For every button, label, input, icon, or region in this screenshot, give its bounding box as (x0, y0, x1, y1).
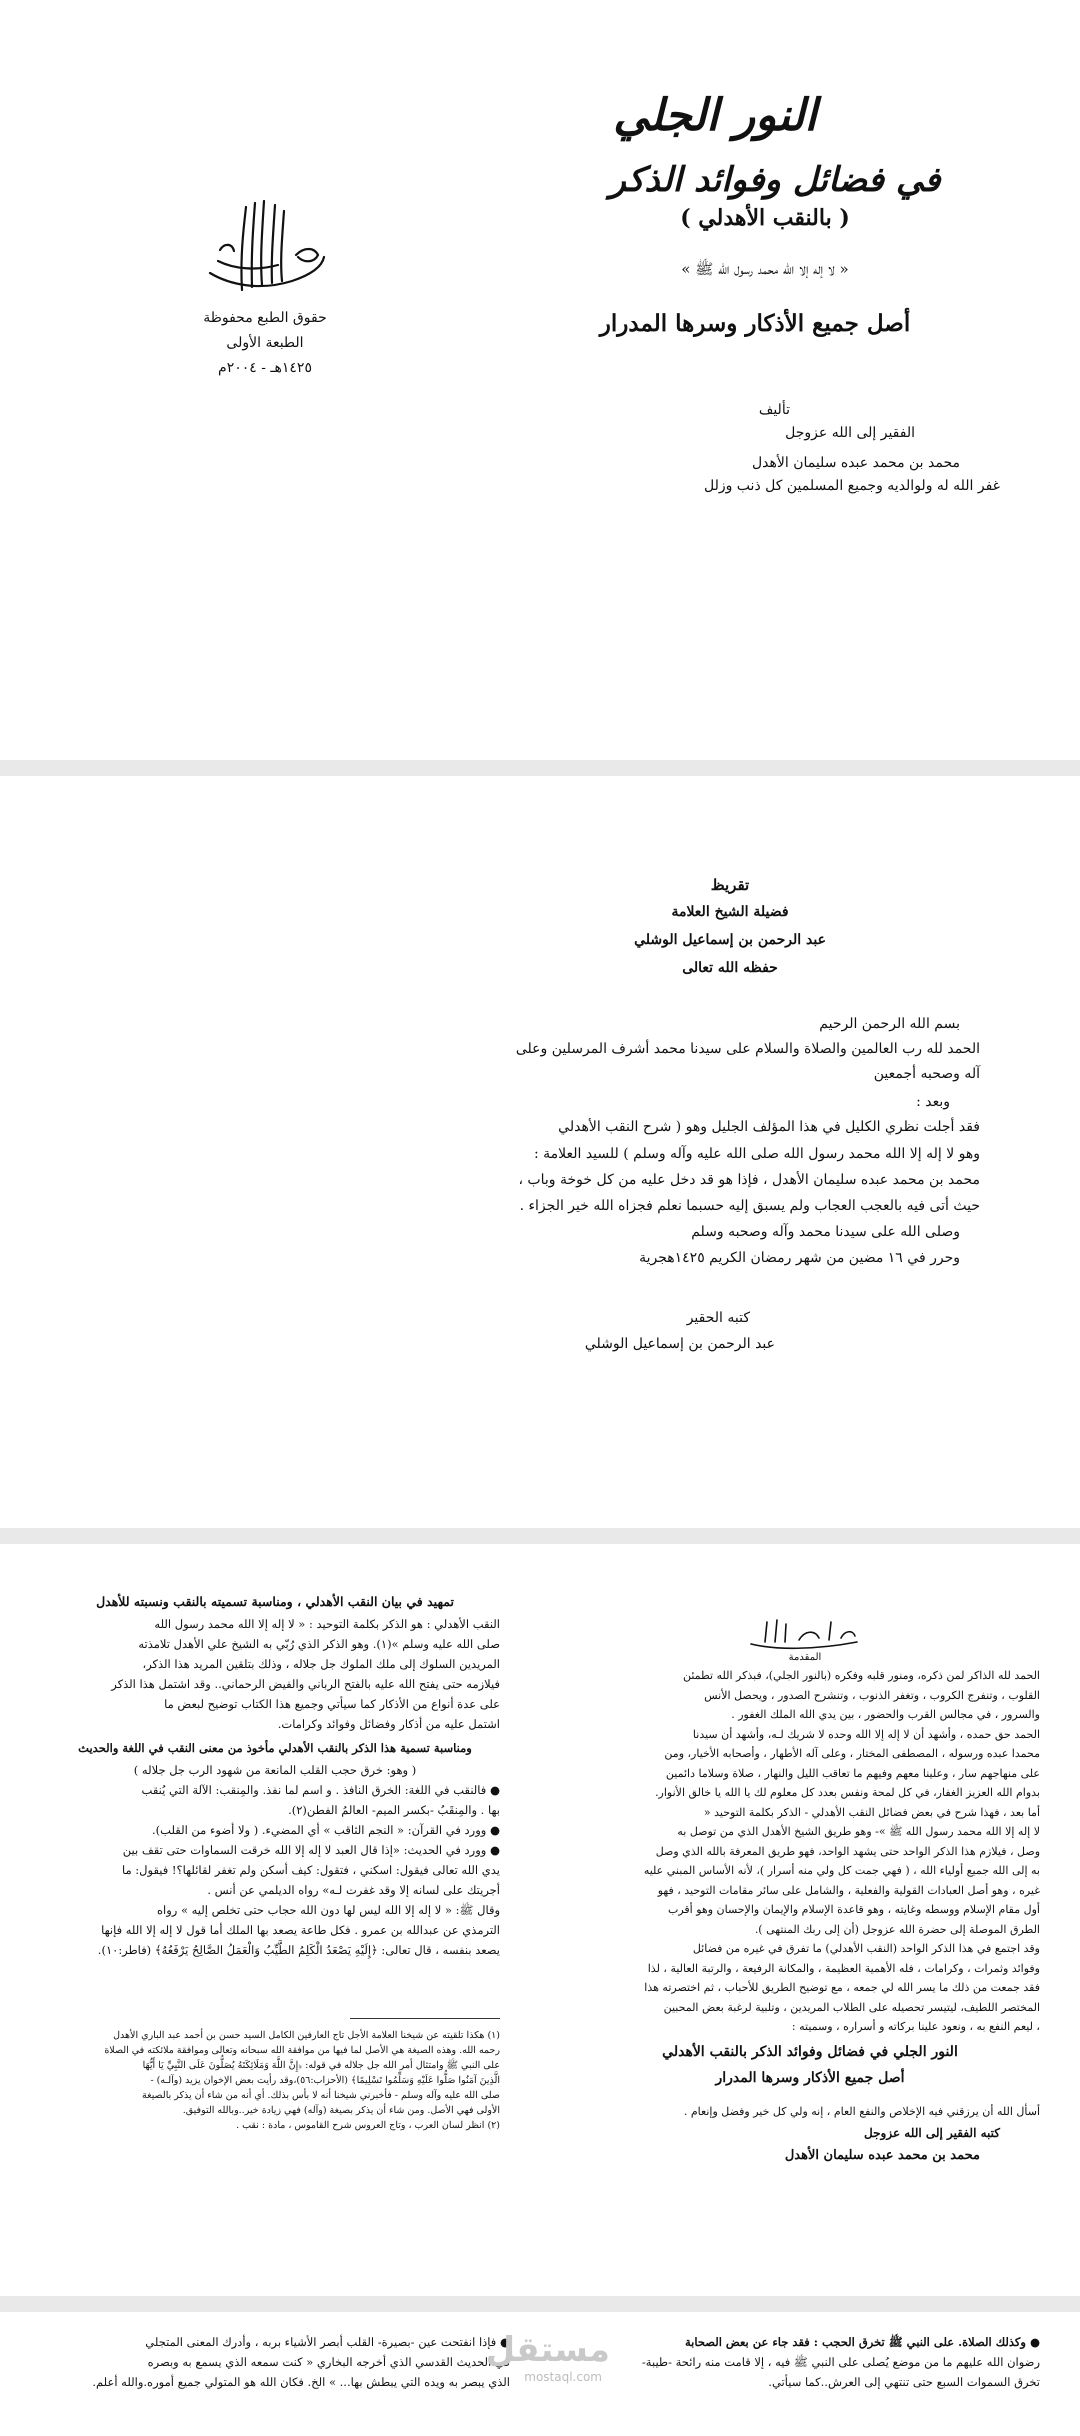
introduction-spread (0, 1544, 1080, 2296)
introduction-line: به إلى الله جميع أولياء الله ، ( فهي جمت كل ولي منه أسرار )، لأنه الأساس المبني عليه (643, 1864, 1040, 1877)
preface-line: على عدة أنواع من الأذكار كما سيأتي وجميع هذا الكتاب توضيح لبعض ما (164, 1697, 500, 1711)
footnote-line: صلى الله عليه وآله وسلم - فأخبرني شيخنا أنه لا بأس بذلك. أي أنه من شاء أن يذكر بالصيغة (142, 2090, 500, 2101)
preface-line: صلى الله عليه وسلم »(١). وهو الذكر الذي رُبّي به الشيخ علي الأهدل تلامذته (138, 1637, 500, 1651)
endorser-name: عبد الرحمن بن إسماعيل الوشلي (634, 932, 826, 948)
introduction-line: المختصر اللطيف، ليتيسر تحصيله على الطلاب المريدين ، وتلبية لرغبة بعض المحبين (663, 2000, 1040, 2014)
footnote-separator (350, 2018, 500, 2019)
introduction-line: ، ليعم النفع به ، ونعود علينا بركاته و أسراره ، وسميته : (791, 2020, 1040, 2033)
preface-body (50, 1614, 500, 1734)
year-text: ١٤٢٥هـ - ٢٠٠٤م (218, 360, 312, 376)
introduction-line: فقد جمعت من ذلك ما يسر الله لي جمعه ، مع توضيح الطريق للأحباب ، ثم اختصرته هذا (644, 1981, 1040, 1994)
endorsement-line: وبعد : (916, 1094, 950, 1110)
endorser-blessing: حفظه الله تعالى (682, 960, 778, 976)
right-line: ● وكذلك الصلاة. على النبي ﷺ تخرق الحجب : فقد جاء عن بعض الصحابة (684, 2335, 1040, 2349)
author-line-1: الفقير إلى الله عزوجل (785, 425, 915, 441)
watermark-logo: مستقل (485, 2330, 610, 2370)
basmala-calligraphy-svg (200, 195, 330, 300)
naming-line: يدي الله تعالى فيقول: اسكني ، فتقول: كيف أسكن ولم تغفر لقائلها؟! فيقول: ما (121, 1863, 500, 1877)
right-line: رضوان الله عليهم ما من موضع يُصلى على النبي ﷺ فيه ، إلا قامت منه رائحة -طيبة- (641, 2355, 1040, 2369)
author-signature-name: محمد بن محمد عبده سليمان الأهدل (784, 2148, 980, 2163)
footnote-line: رحمه الله. وهذه الصيغة هي الأصل لما فيها من موافقة الله سبحانه وتعالى وموافقة ملائكته في الصلاة (104, 2045, 500, 2056)
book-title-repeat: النور الجلي في فضائل وفوائد الذكر بالنقب الأهدلي (662, 2044, 958, 2060)
introduction-line: غيره ، وهو أصل العبادات القولية والفعلية ، والشامل على سائر مقامات التوحيد ، فهو (657, 1883, 1040, 1897)
endorsement-line: وهو لا إله إلا الله محمد رسول الله صلى الله عليه وآله وسلم ) للسيد العلامة : (533, 1146, 980, 1162)
left-line: في الحديث القدسي الذي أخرجه البخاري « كنت سمعه الذي يسمع به وبصره (147, 2355, 510, 2369)
naming-body (50, 1760, 500, 1960)
endorsement-line: محمد بن محمد عبده سليمان الأهدل ، فإذا هو قد دخل عليه من كل خوخة وباب ، (518, 1172, 980, 1188)
author-line-3: غفر الله له ولوالديه وجميع المسلمين كل ذنب وزلل (703, 478, 1000, 494)
introduction-line: القلوب ، وتنفرج الكروب ، وتغفر الذنوب ، وتنشرح الصدور ، ويحصل الأنس (704, 1688, 1040, 1702)
author-line-2: محمد بن محمد عبده سليمان الأهدل (751, 455, 960, 471)
introduction-label: المقدمة (788, 1652, 822, 1663)
naming-line: يصعد بنفسه ، قال تعالى: ﴿إِلَيْهِ يَصْعَدُ الْكَلِمُ الطَّيِّبُ وَالْعَمَلُ الصَّالِحُ يَرْفَعُهُ﴾ (فاطر:١٠). (97, 1943, 500, 1957)
title-page (0, 0, 1080, 760)
naming-line: ● فالنقب في اللغة: الخرق النافذ . و اسم لما نفذ. والمِنقب: الآلة التي يُنقب (141, 1783, 500, 1797)
introduction-body (580, 1666, 1040, 2037)
footnote-line: (١) هكذا تلقيته عن شيخنا العلامة الأجل تاج العارفين الكامل السيد حسن بن أحمد عبد الباري الأهدل (113, 2030, 500, 2041)
book-origin-repeat: أصل جميع الأذكار وسرها المدرار (715, 2070, 905, 2086)
preface-line: فيلازمه حتى يفتح الله عليه بالفتح الرباني والفيض الرحماني.. وقد اشتمل هذا الذكر (111, 1677, 500, 1691)
introduction-line: على منهاجهم سار ، وعلينا معهم وفيهم ما تعاقب الليل والنهار ، صلاة وسلاما دائمين (665, 1766, 1040, 1780)
footnote-line: الأولى فهي الأصل. ومن شاء أن يذكر بصيغة (وآله) فهي زيادة خير..وبالله التوفيق. (182, 2105, 500, 2116)
basmala-ornament (745, 1616, 865, 1652)
book-subtitle: في فضائل وفوائد الذكر (609, 160, 941, 200)
author-label: تأليف (758, 402, 790, 418)
preface-line: المريدين السلوك إلى ملك الملوك جل جلاله ، وذلك بتلقين المريد هذا الذكر، (142, 1657, 500, 1671)
endorsement-line: بسم الله الرحمن الرحيم (819, 1016, 960, 1032)
basmala-ornament-svg (745, 1616, 865, 1652)
naming-line: ● وورد في القرآن: « النجم الثاقب » أي المضيء. ( ولا أضوء من القلب). (152, 1823, 500, 1837)
introduction-line: الطرق الموصلة إلى حضرة الله عزوجل (أن إلى ربك المنتهى ). (754, 1922, 1040, 1936)
naming-heading: ومناسبة تسمية هذا الذكر بالنقب الأهدلي مأخوذ من معنى النقب في اللغة والحديث (78, 1741, 472, 1755)
endorsement-line: وحرر في ١٦ مضين من شهر رمضان الكريم ١٤٢٥هجرية (639, 1250, 960, 1266)
endorsement-line: وصلى الله على سيدنا محمد وآله وصحبه وسلم (691, 1224, 960, 1240)
introduction-line: الحمد لله الذاكر لمن ذكره، ومنور قلبه وفكره (بالنور الجلي)، فبذكر الله تطمئن (682, 1669, 1040, 1682)
watermark-url: mostaql.com (524, 2370, 602, 2384)
signature-name: عبد الرحمن بن إسماعيل الوشلي (584, 1336, 775, 1352)
right-column-text (560, 2332, 1040, 2392)
rights-text: حقوق الطبع محفوظة (203, 310, 327, 326)
preface-line: النقب الأهدلي : هو الذكر بكلمة التوحيد : « لا إله إلا الله محمد رسول الله (154, 1617, 500, 1631)
endorsement-heading: تقريظ (710, 876, 750, 894)
signature-label: كتبه الحقير (686, 1310, 750, 1326)
introduction-line: أما بعد ، فهذا شرح في بعض فضائل النقب الأهدلي - الذكر بكلمة التوحيد « (703, 1805, 1040, 1819)
right-line: تخرق السموات السبع حتى تنتهي إلى العرش..كما سيأتي. (768, 2375, 1040, 2389)
introduction-line: وقد اجتمع في هذا الذكر الواحد (النقب الأهدلي) ما تفرق في غيره من فضائل (692, 1942, 1040, 1955)
basmala-calligraphy (200, 195, 330, 300)
footnotes (50, 2028, 500, 2133)
introduction-line: أول مقام الإسلام ووسطه وغايته ، وهو قاعدة الإسلام والإيمان والإحسان وهو أقرب (667, 1903, 1040, 1916)
endorsement-line: آله وصحبه أجمعين (873, 1066, 980, 1082)
endorsement-line: فقد أجلت نظري الكليل في هذا المؤلف الجليل وهو ( شرح النقب الأهدلي (558, 1119, 980, 1135)
left-line: الذي يبصر به ويده التي يبطش بها... » الخ. فكان الله هو المتولي جميع أموره.والله أعلم. (92, 2375, 510, 2389)
naming-line: أجريتك على لسانه إلا وقد غفرت لـه» رواه الديلمي عن أنس . (207, 1883, 500, 1897)
introduction-line: وصل ، فيلازم هذا الذكر الواحد حتى يشهد الواحد، فهو طريق المعرفة بالله الذي وصل (655, 1844, 1040, 1858)
author-signature-label: كتبه الفقير إلى الله عزوجل (864, 2126, 1000, 2140)
introduction-line: محمدا عبده ورسوله ، المصطفى المختار ، وعلى آله الأطهار ، وأصحابه الأخيار، ومن (664, 1747, 1040, 1760)
introduction-line: بدوام الله العزيز الغفار، في كل لمحة ونفس بعدد كل معلوم لك يا الله يا خالق الأنوار. (655, 1786, 1040, 1799)
naming-line: ( وهو: خرق حجب القلب المانعة من شهود الرب جل جلاله ) (133, 1763, 417, 1777)
footnote-line: (٢) انظر لسان العرب ، وتاج العروس شرح القاموس ، مادة : نقب . (236, 2120, 500, 2131)
endorsement-page (0, 776, 1080, 1528)
shahada-line: « لا إله إلا الله محمد رسول الله ﷺ » (681, 260, 849, 278)
endorsement-line: حيث أتى فيه بالعجب العجاب ولم يسبق إليه حسبما نعلم فجزاه الله خير الجزاء . (519, 1198, 980, 1214)
introduction-line: الحمد حق حمده ، وأشهد أن لا إله إلا الله وحده لا شريك لـه، وأشهد أن سيدنا (692, 1727, 1040, 1741)
left-column-text (40, 2332, 510, 2392)
naming-line: وقال ﷺ: « لا إله إلا الله ليس لها دون الله حجاب حتى تخلص إليه » رواه (156, 1903, 500, 1917)
naming-line: ● وورد في الحديث: «إذا قال العبد لا إله إلا الله خرقت السماوات حتى تقف بين (122, 1843, 500, 1857)
book-title: النور الجلي (613, 90, 817, 141)
book-origin-line: أصل جميع الأذكار وسرها المدرار (599, 310, 911, 337)
endorsement-line: الحمد لله رب العالمين والصلاة والسلام على سيدنا محمد أشرف المرسلين وعلى (515, 1041, 980, 1057)
naming-line: الترمذي عن عبدالله بن عمرو . فكل طاعة يصعد بها الملك أما قول لا إله إلا الله فإنها (101, 1923, 500, 1937)
introduction-line: وفوائد وثمرات ، وكرامات ، فله الأهمية العظيمة ، والمكانة الرفيعة ، والرتبة العالية ، لذا (647, 1961, 1040, 1975)
footnote-line: الَّذِينَ آمَنُوا صَلُّوا عَلَيْهِ وَسَلِّمُوا تَسْلِيمًا﴾ (الأحزاب:٥٦)،وقد رأيت بعض الإخوان يزيد (وآلـه) - (150, 2075, 500, 2086)
preface-heading: تمهيد في بيان النقب الأهدلي ، ومناسبة تسميته بالنقب ونسبته للأهدل (96, 1594, 454, 1609)
edition-text: الطبعة الأولى (226, 335, 304, 351)
naming-line: بها . والمِنقَبُ -بكسر الميم- العالمُ الفطن(٢). (288, 1803, 500, 1817)
introduction-line: والسرور ، في مجالس القرب والحضور ، بين يدي الله الملك الغفور . (731, 1708, 1040, 1721)
endorsement-title: فضيلة الشيخ العلامة (671, 904, 789, 920)
introduction-line: لا إله إلا الله محمد رسول الله ﷺ »- وهو طريق الشيخ الأهدل الذي من توصل به (677, 1825, 1040, 1838)
book-nickname: ( بالنقب الأهدلي ) (680, 205, 850, 231)
footnote-line: على النبي ﷺ وامتثال أمر الله جل جلاله في قوله: ﴿إِنَّ اللَّهَ وَمَلَائِكَتَهُ يُصَلُّونَ عَلَى النَّبِيِّ يَا أَيُّهَا (142, 2060, 500, 2071)
preface-line: اشتمل عليه من أذكار وفضائل وفوائد وكرامات. (277, 1717, 500, 1731)
left-line: ● فإذا انفتحت عين -بصيرة- القلب أبصر الأشياء بربه ، وأدرك المعنى المتجلي (145, 2335, 510, 2349)
closing-prayer: أسأل الله أن يرزقني فيه الإخلاص والنفع العام ، إنه ولي كل خير وفضل وإنعام . (683, 2105, 1040, 2118)
